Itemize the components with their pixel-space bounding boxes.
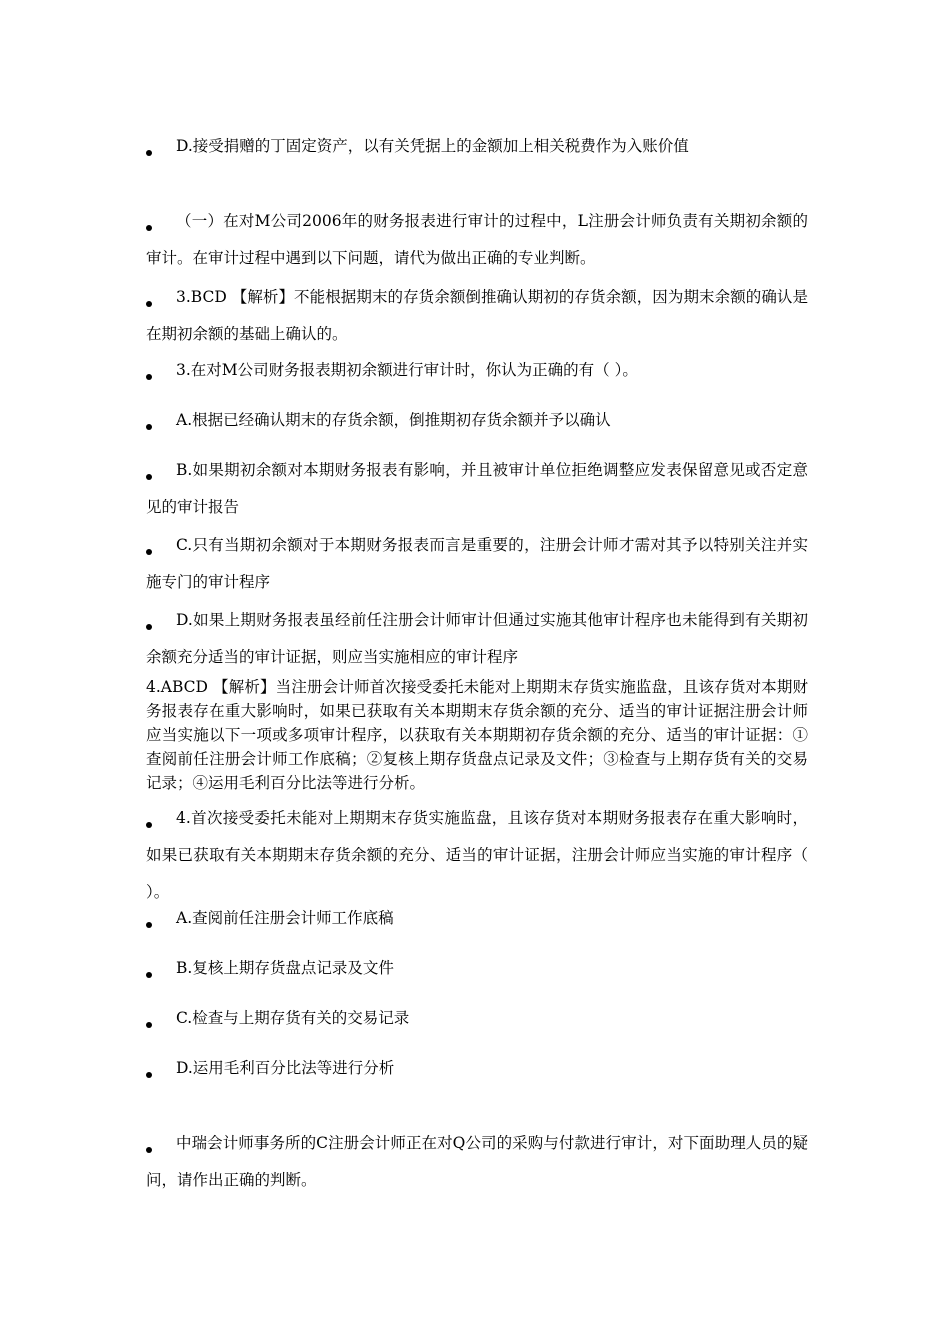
list-item (146, 452, 808, 526)
bullet-icon (146, 624, 152, 630)
list-item-text: A.查阅前任注册会计师工作底稿 (176, 909, 394, 927)
list-item-text: B.如果期初余额对本期财务报表有影响，并且被审计单位拒绝调整应发表保留意见或否定意见的审计报告 (146, 461, 808, 516)
list-item-text: 4.首次接受委托未能对上期期末存货实施监盘，且该存货对本期财务报表存在重大影响时，如果已获取有关本期期末存货余额的充分、适当的审计证据，注册会计师应当实施的审计程序（ ）。 (146, 809, 808, 901)
list-item (146, 279, 808, 353)
list-item-text: （一）在对M公司2006年的财务报表进行审计的过程中，L注册会计师负责有关期初余额的审计。在审计过程中遇到以下问题，请代为做出正确的专业判断。 (146, 212, 808, 267)
list-item (146, 527, 808, 601)
bullet-icon (146, 972, 152, 978)
list-item-text: D.接受捐赠的丁固定资产，以有关凭据上的金额加上相关税费作为入账价值 (176, 137, 689, 155)
list-item-text: A.根据已经确认期末的存货余额，倒推期初存货余额并予以确认 (176, 411, 611, 429)
bullet-icon (146, 374, 152, 380)
analysis-paragraph: 4.ABCD 【解析】当注册会计师首次接受委托未能对上期期末存货实施监盘，且该存货对本期财务报表存在重大影响时，如果已获取有关本期期末存货余额的充分、适当的审计证据注册会计师应当实施以下一项或多项审计程序，以获取有关本期期初存货余额的充分、适当的审计证据：①查阅前任注册会计师工作底稿；②复核上期存货盘点记录及文件；③检查与上期存货有关的交易记录；④运用毛利百分比法等进行分析。 (146, 678, 808, 792)
list-item (146, 602, 808, 676)
bullet-icon (146, 549, 152, 555)
list-item (146, 1125, 808, 1199)
list-item (146, 800, 808, 911)
bullet-icon (146, 922, 152, 928)
list-item (146, 900, 808, 937)
bullet-icon (146, 225, 152, 231)
list-item (146, 203, 808, 277)
list-item (146, 950, 808, 987)
list-item-text: 3.在对M公司财务报表期初余额进行审计时，你认为正确的有（ ）。 (176, 361, 638, 379)
bullet-icon (146, 474, 152, 480)
list-item (146, 402, 808, 439)
list-item (146, 1050, 808, 1087)
list-item-text: D.如果上期财务报表虽经前任注册会计师审计但通过实施其他审计程序也未能得到有关期初余额充分适当的审计证据，则应当实施相应的审计程序 (146, 611, 808, 666)
list-item-text: C.只有当期初余额对于本期财务报表而言是重要的，注册会计师才需对其予以特别关注并实施专门的审计程序 (146, 536, 808, 591)
list-item-text: 3.BCD 【解析】不能根据期末的存货余额倒推确认期初的存货余额，因为期末余额的确认是在期初余额的基础上确认的。 (146, 288, 808, 343)
list-item (146, 128, 808, 165)
list-item-text: C.检查与上期存货有关的交易记录 (176, 1009, 410, 1027)
bullet-icon (146, 150, 152, 156)
bullet-icon (146, 424, 152, 430)
bullet-icon (146, 301, 152, 307)
list-item-text: D.运用毛利百分比法等进行分析 (176, 1059, 395, 1077)
list-item-text: 中瑞会计师事务所的C注册会计师正在对Q公司的采购与付款进行审计，对下面助理人员的疑问，请作出正确的判断。 (146, 1134, 808, 1189)
list-item (146, 352, 808, 389)
list-item (146, 1000, 808, 1037)
bullet-icon (146, 822, 152, 828)
list-item-text: B.复核上期存货盘点记录及文件 (176, 959, 394, 977)
bullet-icon (146, 1147, 152, 1153)
bullet-icon (146, 1022, 152, 1028)
bullet-icon (146, 1072, 152, 1078)
